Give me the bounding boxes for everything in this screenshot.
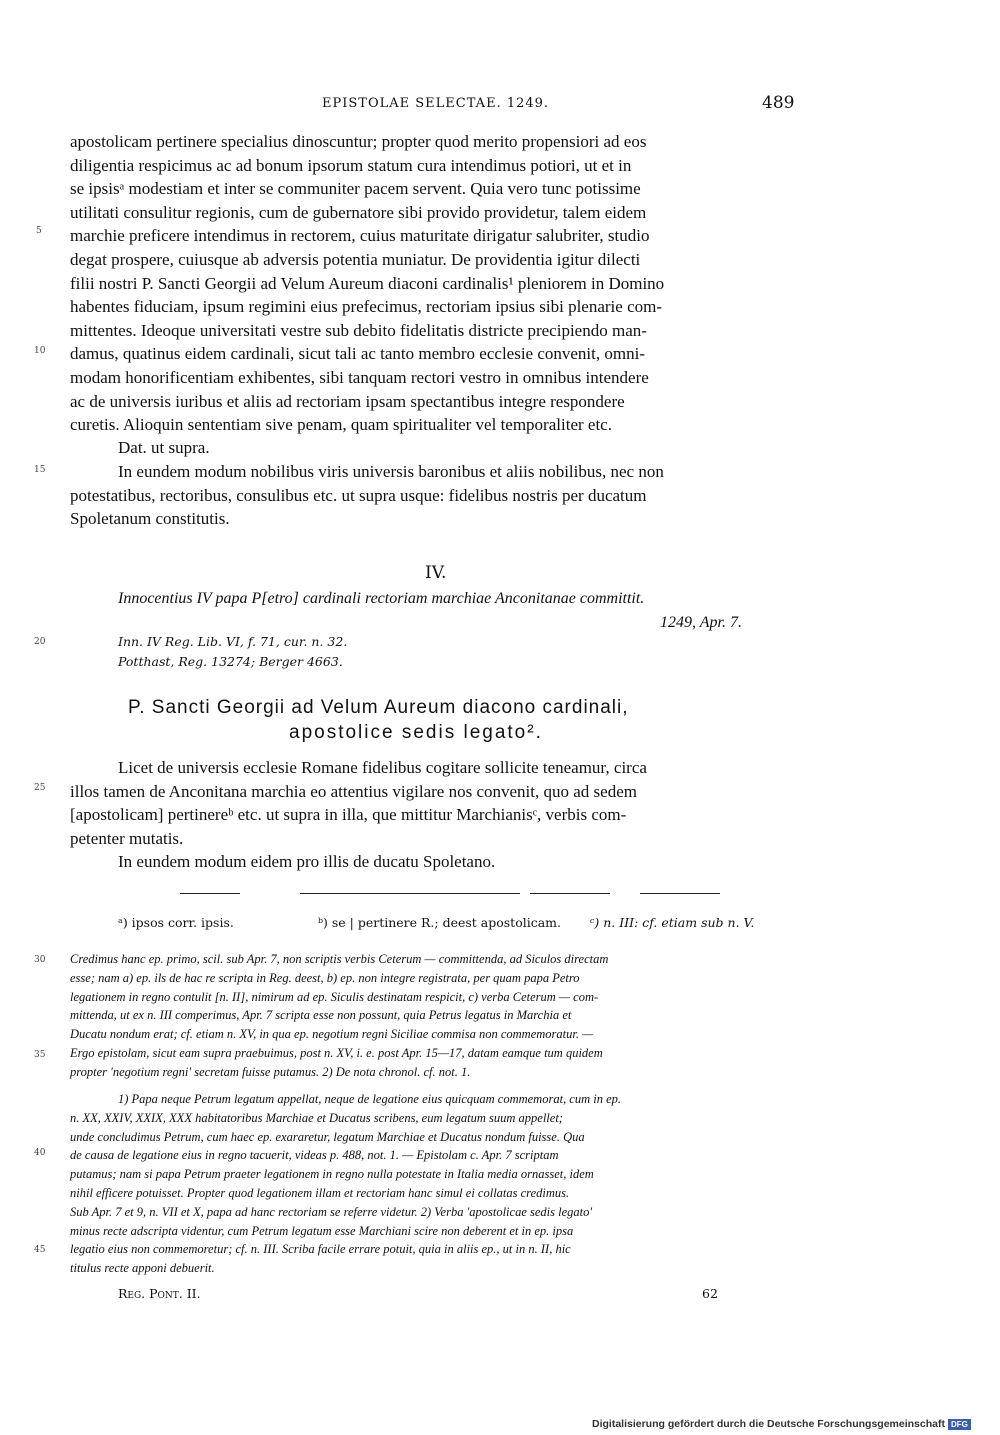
line-number: 25 bbox=[34, 783, 46, 793]
line-number: 35 bbox=[34, 1050, 46, 1060]
line-number: 15 bbox=[34, 465, 46, 475]
footnote-line: legatio eius non commemoretur; cf. n. III. Scriba facile errare potuit, quia in aliis ep., ut in n. II, hic bbox=[70, 1242, 571, 1257]
body-line: curetis. Alioquin sententiam sive penam, quam spiritualiter vel temporaliter etc. bbox=[70, 415, 612, 435]
footnote-line: unde concludimus Petrum, cum haec ep. exararetur, legatum Marchiae et Ducatus nondum fuisse. Qua bbox=[70, 1129, 585, 1144]
body-line: utilitati consulitur regionis, cum de gubernatore sibi provido providetur, talem eidem bbox=[70, 202, 647, 222]
separator-rule bbox=[640, 893, 720, 894]
body-line: apostolicam pertinere specialius dinoscuntur; propter quod merito propensiori ad eos bbox=[70, 132, 647, 151]
line-number: 30 bbox=[34, 955, 46, 965]
section-summary: Innocentius IV papa P[etro] cardinali rectoriam marchiae Anconitanae committit. bbox=[118, 590, 645, 607]
body-line: filii nostri P. Sancti Georgii ad Velum Aureum diaconi cardinalis¹ pleniorem in Domino bbox=[70, 273, 665, 293]
body-line: degat prospere, cuiusque ab adversis potentia muniatur. De providentia igitur dilecti bbox=[70, 249, 641, 269]
letter-eundem: In eundem modum eidem pro illis de ducatu Spoletano. bbox=[118, 852, 496, 871]
letter-line: [apostolicam] pertinereᵇ etc. ut supra in illa, que mittitur Marchianisᶜ, verbis com- bbox=[70, 805, 627, 825]
commentary-line: esse; nam a) ep. ils de hac re scripta in Reg. deest, b) ep. non integre registrata, per quam papa Petro bbox=[70, 970, 580, 985]
body-line: ac de universis iuribus et aliis ad rectoriam ipsam spectantibus integre respondere bbox=[70, 391, 625, 411]
section-date: 1249, Apr. 7. bbox=[660, 614, 742, 631]
separator-rule bbox=[180, 893, 240, 894]
section-source-regesta: Potthast, Reg. 13274; Berger 4663. bbox=[118, 654, 343, 669]
dfg-logo-icon: DFG bbox=[948, 1419, 971, 1430]
separator-rule bbox=[530, 893, 610, 894]
commentary-line: propter 'negotium regni' secretam fuisse putamus. 2) De nota chronol. cf. not. 1. bbox=[70, 1064, 471, 1079]
section-source-register: Inn. IV Reg. Lib. VI, f. 71, cur. n. 32. bbox=[118, 634, 348, 649]
footnote-line: 1) Papa neque Petrum legatum appellat, neque de legatione eius quicquam commemorat, cum in ep. bbox=[118, 1092, 622, 1106]
footnote-line: minus recte adscripta videntur, cum Petrum legatum esse Marchiani scire non deberent et in ep. ipsa bbox=[70, 1223, 574, 1238]
footnote-line: n. XX, XXIV, XXIX, XXX habitatoribus Marchiae et Ducatus scribens, eum legatum suum appellet; bbox=[70, 1110, 563, 1125]
apparatus-note-b: ᵇ) se | pertinere R.; deest apostolicam. bbox=[318, 915, 562, 930]
footnote-line: de causa de legatione eius in regno tacuerit, videas p. 488, not. 1. — Epistolam c. Apr. 7 scriptam bbox=[70, 1148, 559, 1163]
eundem-line: In eundem modum nobilibus viris universis baronibus et aliis nobilibus, nec non bbox=[118, 462, 664, 481]
address-line-2: apostolice sedis legato². bbox=[289, 722, 543, 743]
apparatus-note-a: ᵃ) ipsos corr. ipsis. bbox=[118, 915, 234, 930]
page-number: 489 bbox=[762, 93, 795, 113]
commentary-line: Ducatu nondum erat; cf. etiam n. XV, in qua ep. negotium regni Siciliae commisa non commemoratur. — bbox=[70, 1027, 594, 1042]
line-number: 45 bbox=[34, 1245, 46, 1255]
signature-mark: Reg. Pont. II. bbox=[118, 1286, 201, 1301]
separator-rule bbox=[300, 893, 520, 894]
footnote-line: titulus recte apponi debuerit. bbox=[70, 1261, 215, 1276]
letter-line: petenter mutatis. bbox=[70, 828, 184, 848]
body-line: mittentes. Ideoque universitati vestre sub debito fidelitatis districte precipiendo man- bbox=[70, 320, 647, 340]
commentary bbox=[70, 950, 608, 1082]
eundem-line: potestatibus, rectoribus, consulibus etc. ut supra usque: fidelibus nostris per ducatum bbox=[70, 485, 647, 505]
eundem-paragraph bbox=[70, 460, 664, 531]
apparatus-note-c: ᶜ) n. III: cf. etiam sub n. V. bbox=[590, 915, 755, 930]
letter-text bbox=[70, 756, 647, 850]
body-line: damus, quatinus eidem cardinali, sicut tali ac tanto membro ecclesie convenit, omni- bbox=[70, 344, 645, 364]
eundem-line: Spoletanum constitutis. bbox=[70, 509, 230, 529]
commentary-line: Ergo epistolam, sicut eam supra praebuimus, post n. XV, i. e. post Apr. 15—17, datam eamque tum quidem bbox=[70, 1045, 603, 1060]
line-number: 20 bbox=[34, 637, 46, 647]
address-line-1: P. Sancti Georgii ad Velum Aureum diacono cardinali, bbox=[128, 697, 629, 718]
commentary-line: legationem in regno contulit [n. II], nimirum ad ep. Siculis destinatam respicit, c) verba Ceterum — com- bbox=[70, 989, 599, 1004]
letter-line: illos tamen de Anconitana marchia eo attentius vigilare nos convenit, quo ad sedem bbox=[70, 781, 637, 801]
letter-line: Licet de universis ecclesie Romane fidelibus cogitare sollicite teneamur, circa bbox=[118, 758, 647, 777]
signature-number: 62 bbox=[702, 1286, 718, 1301]
body-line: se ipsisᵃ modestiam et inter se communiter pacem servent. Quia vero tunc potissime bbox=[70, 179, 641, 199]
section-number: IV. bbox=[425, 563, 447, 583]
line-number: 5 bbox=[36, 226, 42, 236]
footnote-line: putamus; nam si papa Petrum praeter legationem in regno nulla potestate in Italia media ornasset, idem bbox=[70, 1167, 594, 1182]
body-line: modam honorificentiam exhibentes, sibi tanquam rectori vestro in omnibus intendere bbox=[70, 367, 649, 387]
body-line: habentes fiduciam, ipsum regimini eius prefecimus, rectoriam ipsius sibi plenarie com- bbox=[70, 297, 663, 317]
commentary-line: Credimus hanc ep. primo, scil. sub Apr. 7, non scriptis verbis Ceterum — committenda, ad Siculos directam bbox=[70, 952, 609, 966]
body-line: diligentia respicimus ac ad bonum ipsorum statum cura intendimus potiori, ut et in bbox=[70, 155, 632, 175]
dat-line: Dat. ut supra. bbox=[118, 438, 210, 457]
footnote-line: nihil efficere potuisset. Propter quod legationem illam et rectoriam hanc simul ei collatas credimus. bbox=[70, 1185, 570, 1200]
footnote-line: Sub Apr. 7 et 9, n. VII et X, papa ad hanc rectoriam se referre videtur. 2) Verba 'apostolicae sedis legato' bbox=[70, 1204, 593, 1219]
footnotes bbox=[70, 1090, 621, 1278]
body-text bbox=[70, 130, 664, 437]
body-line: marchie preficere intendimus in rectorem, cuius maturitate dirigatur salubriter, studio bbox=[70, 226, 650, 246]
line-number: 10 bbox=[34, 346, 46, 356]
running-title: EPISTOLAE SELECTAE. 1249. bbox=[322, 96, 550, 111]
digitization-banner bbox=[592, 1418, 971, 1430]
line-number: 40 bbox=[34, 1148, 46, 1158]
commentary-line: mittenda, ut ex n. III comperimus, Apr. 7 scripta esse non possunt, quia Petrus legatus in Marchia et bbox=[70, 1008, 572, 1023]
banner-text: Digitalisierung gefördert durch die Deutsche Forschungsgemeinschaft bbox=[592, 1418, 945, 1430]
